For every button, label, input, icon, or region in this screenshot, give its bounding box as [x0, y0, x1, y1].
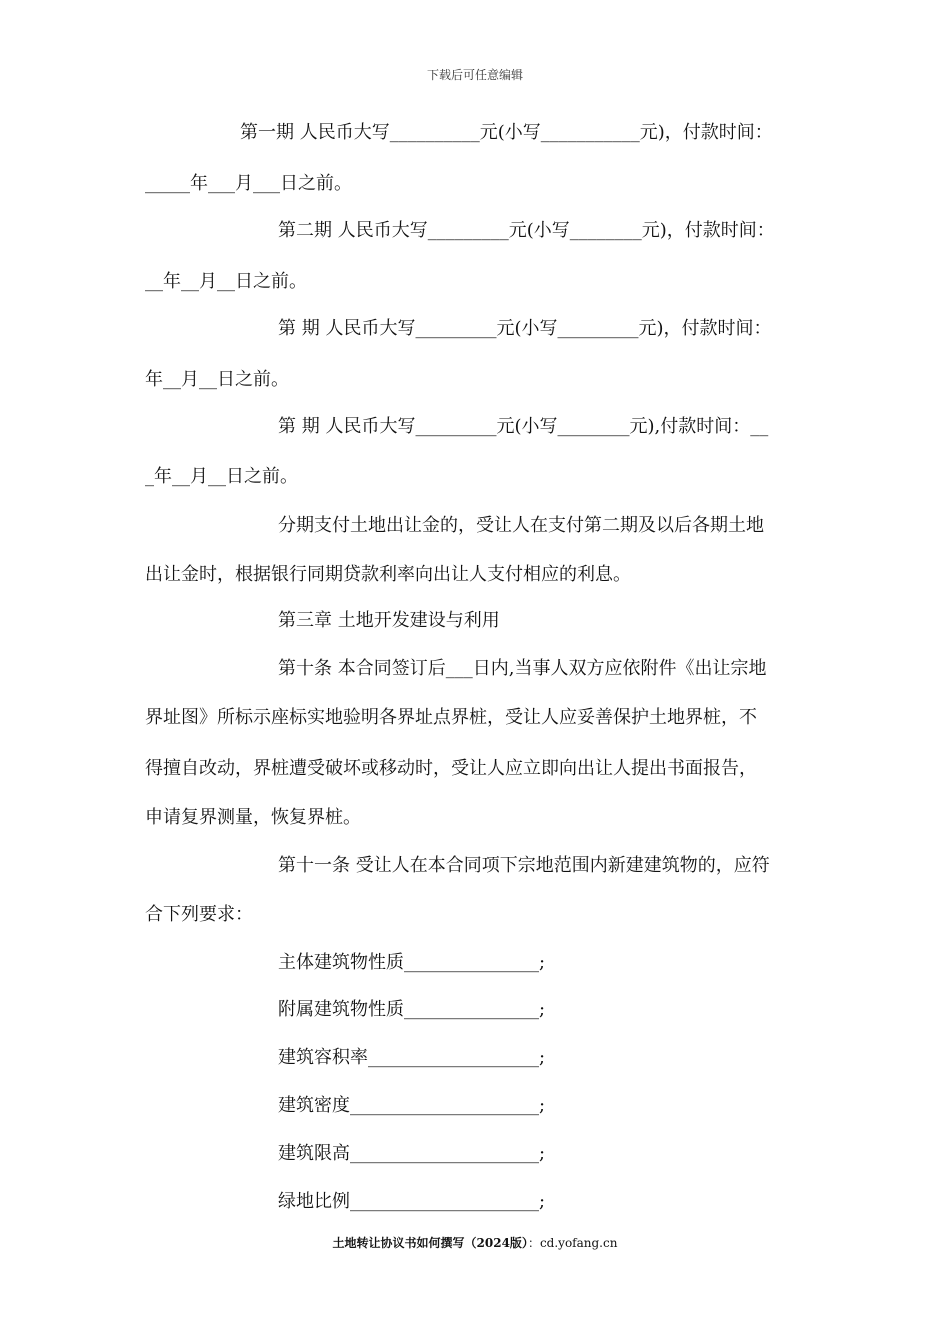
article-10-line-3: 得擅自改动，界桩遭受破坏或移动时，受让人应立即向出让人提出书面报告，	[145, 758, 757, 779]
building-density-line: 建筑密度_____________________;	[278, 1095, 546, 1116]
footer-site: cd.yofang.cn	[539, 1236, 618, 1250]
installment-3-line: 第 期 人民币大写_________元(小写_________元)，付款时间：	[278, 318, 772, 339]
page-footer	[0, 1234, 950, 1251]
installment-2-line: 第二期 人民币大写_________元(小写________元)，付款时间：	[278, 220, 775, 241]
footer-title: 土地转让协议书如何撰写（2024版）	[332, 1236, 528, 1250]
article-11-line-2: 合下列要求：	[145, 904, 253, 925]
article-10-line-1: 第十条 本合同签订后___日内,当事人双方应依附件《出让宗地	[278, 658, 767, 679]
installment-1-date-line: _____年___月___日之前。	[145, 173, 352, 194]
installment-3-date-line: 年__月__日之前。	[145, 369, 289, 390]
installment-4-line: 第 期 人民币大写_________元(小写________元),付款时间：__	[278, 416, 769, 437]
interest-paragraph-line-1: 分期支付土地出让金的，受让人在支付第二期及以后各期土地	[278, 515, 764, 536]
footer-separator: ：	[527, 1236, 540, 1250]
floor-area-ratio-line: 建筑容积率___________________;	[278, 1047, 546, 1068]
interest-paragraph-line-2: 出让金时，根据银行同期贷款利率向出让人支付相应的利息。	[145, 564, 631, 585]
chapter-3-heading: 第三章 土地开发建设与利用	[278, 610, 500, 631]
article-10-line-4: 申请复界测量，恢复界桩。	[145, 807, 361, 828]
page-header-note: 下载后可任意编辑	[426, 68, 523, 82]
article-11-line-1: 第十一条 受让人在本合同项下宗地范围内新建建筑物的，应符	[278, 855, 770, 876]
auxiliary-building-nature-line: 附属建筑物性质_______________;	[278, 999, 546, 1020]
main-building-nature-line: 主体建筑物性质_______________;	[278, 952, 546, 973]
building-height-limit-line: 建筑限高_____________________;	[278, 1143, 546, 1164]
green-ratio-line: 绿地比例_____________________;	[278, 1191, 546, 1212]
installment-1-line: 第一期 人民币大写__________元(小写___________元)，付款时间：	[240, 122, 773, 143]
installment-4-date-line: _年__月__日之前。	[145, 466, 298, 487]
installment-2-date-line: __年__月__日之前。	[145, 271, 307, 292]
article-10-line-2: 界址图》所标示座标实地验明各界址点界桩，受让人应妥善保护土地界桩，不	[145, 707, 757, 728]
